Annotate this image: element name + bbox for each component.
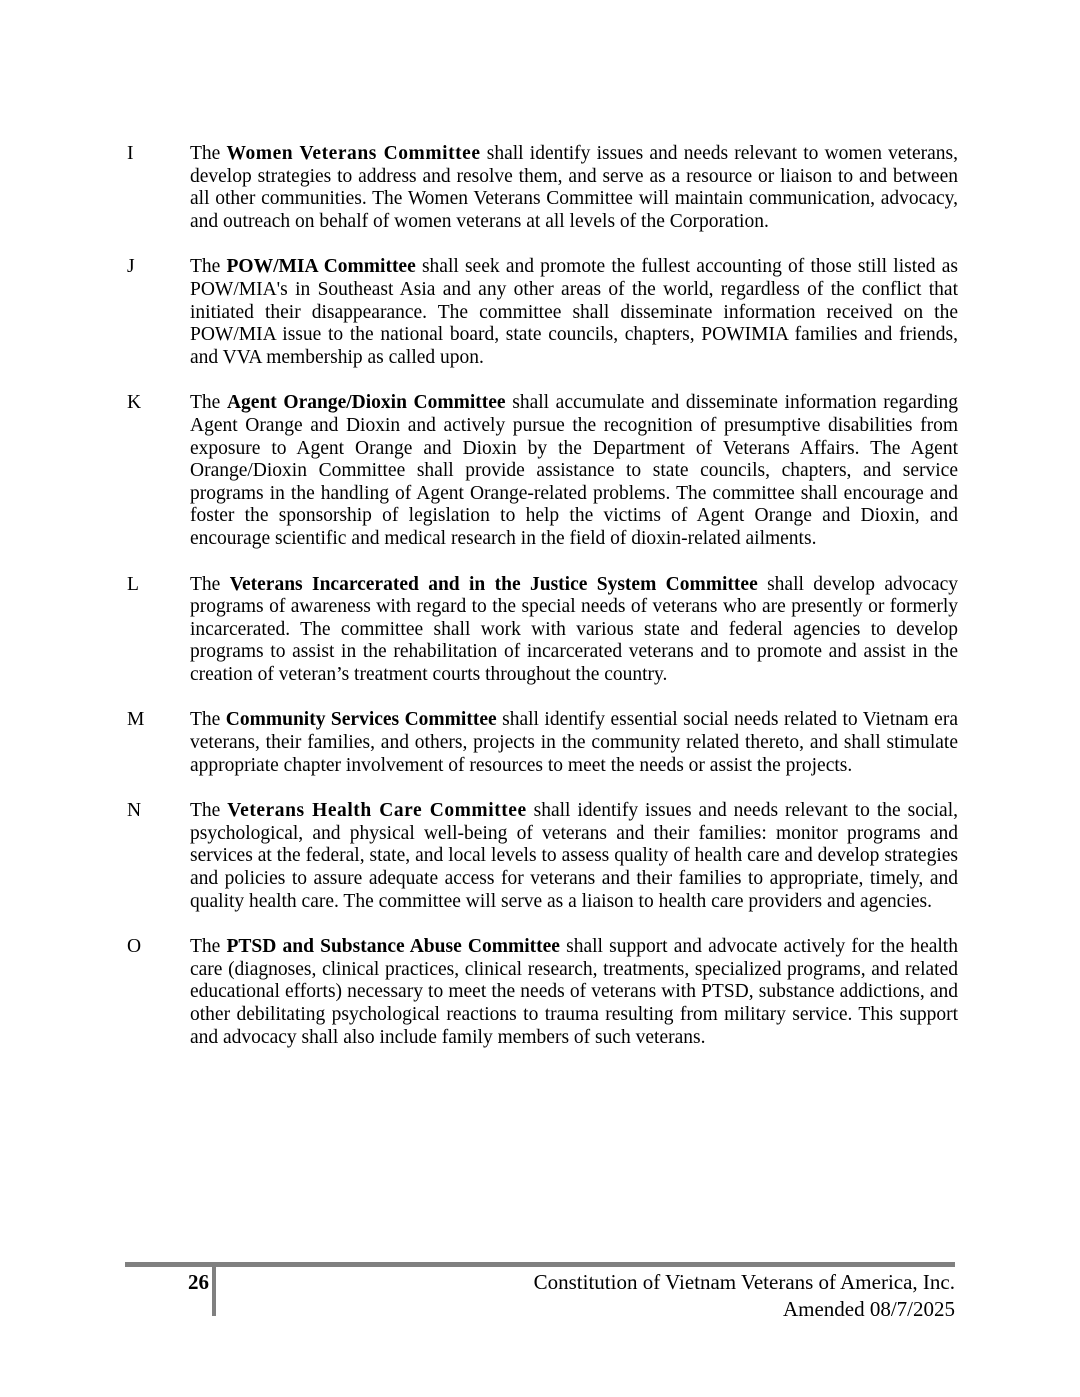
clause-lead: The: [190, 573, 230, 595]
committee-name: POW/MIA Committee: [226, 256, 416, 278]
clause-item: [127, 936, 958, 1049]
clause-lead: The: [190, 936, 227, 958]
clause-rest: shall support and advocate actively for the health care (diagnoses, clinical practices, clinical research, treatments, specialized programs, and related educational efforts) necessary to meet the needs of veterans with PTSD, substance addictions, and other debilitating psychological reactions to trauma resulting from military service. This support and advocacy shall also include family members of such veterans.: [190, 936, 958, 1048]
committee-name: Community Services Committee: [225, 709, 497, 731]
clause-text: [190, 256, 958, 369]
committee-name: Women Veterans Committee: [226, 143, 481, 164]
clause-list: [127, 143, 958, 1049]
clause-text: [190, 800, 958, 913]
clause-rest: shall identify issues and needs relevant to women veterans, develop strategies to address and resolve them, and serve as a resource or liaison to and between all other communities. The Women Veterans Committee will maintain communication, advocacy, and outreach on behalf of women veterans at all levels of the Corporation.: [190, 143, 958, 232]
clause-text: [190, 709, 958, 777]
clause-rest: shall accumulate and disseminate information regarding Agent Orange and Dioxin and actively pursue the recognition of presumptive disabilities from exposure to Agent Orange and Dioxin by the Department of Veterans Affairs. The Agent Orange/Dioxin Committee shall provide assistance to state councils, chapters, and service programs in the handling of Agent Orange-related problems. The committee shall encourage and foster the sponsorship of legislation to help the victims of Agent Orange and Dioxin, and encourage scientific and medical research in the field of dioxin-related ailments.: [190, 392, 958, 549]
clause-rest: shall identify issues and needs relevant to the social, psychological, and physical well-being of veterans and their families: monitor programs and services at the federal, state, and local levels to assess quality of health care and develop strategies and policies to assure adequate access for veterans and their families to appropriate, timely, and quality health care. The committee will serve as a liaison to health care providers and agencies.: [190, 800, 958, 912]
clause-text: [190, 143, 958, 233]
clause-lead: The: [190, 800, 228, 822]
clause-item: [127, 392, 958, 550]
clause-rest: shall develop advocacy programs of awareness with regard to the special needs of veterans who are presently or formerly incarcerated. The committee shall work with various state and federal agencies to develop programs to assist in the rehabilitation of incarcerated veterans and to promote and assist in the creation of veteran’s treatment courts throughout the country.: [190, 573, 958, 685]
committee-name: Veterans Incarcerated and in the Justice System Committee: [229, 573, 758, 595]
clause-label: J: [127, 256, 135, 278]
clause-label: I: [127, 143, 134, 164]
clause-label: K: [127, 392, 142, 414]
clause-label: L: [127, 573, 140, 595]
page-number: 26: [188, 1270, 209, 1294]
committee-name: Agent Orange/Dioxin Committee: [226, 392, 506, 414]
clause-lead: The: [190, 392, 227, 414]
committee-name: PTSD and Substance Abuse Committee: [226, 936, 560, 958]
clause-rest: shall seek and promote the fullest accounting of those still listed as POW/MIA's in Southeast Asia and any other areas of the world, regardless of the conflict that initiated their disappearance. The committee shall disseminate information received on the POW/MIA issue to the national board, state councils, chapters, POWIMIA families and friends, and VVA membership as called upon.: [190, 256, 958, 368]
page-footer: [125, 1262, 955, 1323]
clause-item: [127, 574, 958, 687]
clause-lead: The: [190, 143, 227, 164]
clause-text: [190, 574, 958, 687]
clause-item: [127, 143, 958, 233]
footer-amended-line: Amended 08/7/2025: [782, 1297, 955, 1321]
clause-label: N: [127, 800, 142, 822]
clause-label: M: [127, 709, 145, 731]
clause-lead: The: [190, 709, 226, 731]
footer-vertical-divider: [212, 1266, 216, 1316]
footer-document-title: [225, 1269, 955, 1323]
committee-name: Veterans Health Care Committee: [227, 800, 527, 822]
clause-item: [127, 709, 958, 777]
clause-item: [127, 800, 958, 913]
footer-title-line: Constitution of Vietnam Veterans of America, Inc.: [533, 1270, 955, 1294]
clause-text: [190, 936, 958, 1049]
clause-lead: The: [190, 256, 227, 278]
clause-item: [127, 256, 958, 369]
footer-content: [125, 1262, 955, 1323]
clause-label: O: [127, 936, 142, 958]
clause-text: [190, 392, 958, 550]
clause-rest: shall identify essential social needs related to Vietnam era veterans, their families, and others, projects in the community related thereto, and shall stimulate appropriate chapter involvement of resources to meet the needs or assist the projects.: [190, 709, 958, 776]
